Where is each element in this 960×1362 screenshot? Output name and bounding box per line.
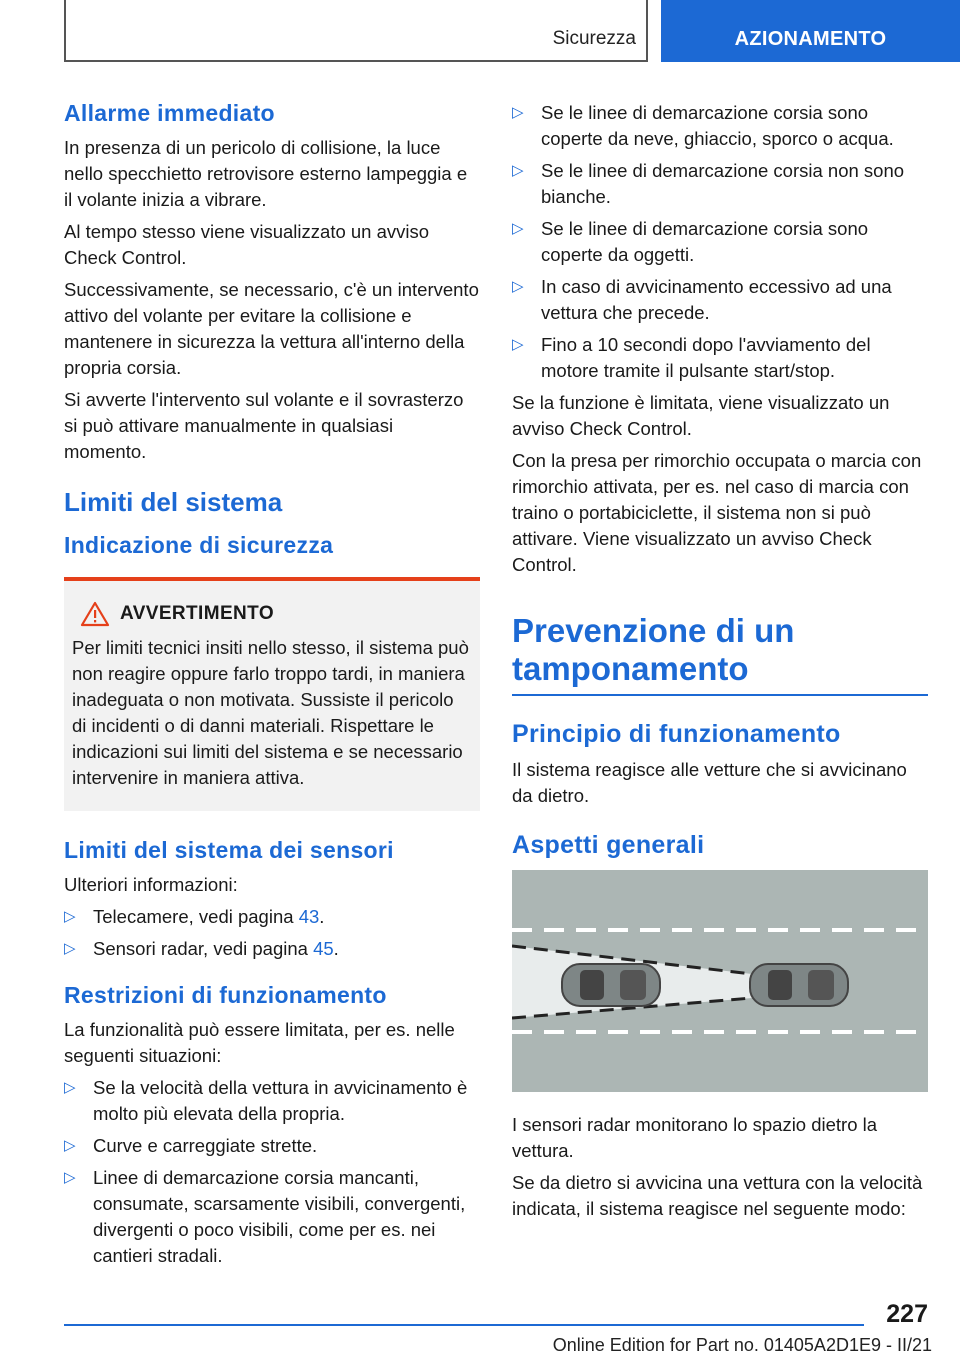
paragraph: Ulteriori informazioni: — [64, 874, 238, 895]
restrizioni-list-continued — [512, 100, 928, 384]
paragraph: Se da dietro si avvicina una vettura con la velocità indicata, il sistema reagisce nel seguente modo: — [512, 1172, 923, 1219]
header-chapter-tab[interactable]: AZIONAMENTO — [661, 0, 960, 62]
page-link[interactable]: 43 — [298, 906, 320, 927]
paragraph: La funzionalità può essere limitata, per es. nelle seguenti situazioni: — [64, 1019, 455, 1066]
list-item: ▷ Se le linee di demarcazione corsia sono coperte da neve, ghiaccio, sporco o acqua. — [512, 102, 894, 149]
list-item: ▷ Sensori radar, vedi pagina 45. — [64, 936, 480, 962]
heading-aspetti: Aspetti generali — [512, 831, 705, 859]
heading-restrizioni: Restrizioni di funzionamento — [64, 982, 387, 1008]
list-item: ▷ Curve e carreggiate strette. — [64, 1133, 480, 1159]
sensori-list — [64, 904, 480, 962]
list-item: ▷ Telecamere, vedi pagina 43. — [64, 904, 480, 930]
warning-box — [64, 577, 480, 811]
triangle-bullet-icon: ▷ — [64, 1169, 76, 1186]
heading-allarme: Allarme immediato — [64, 100, 275, 126]
list-item: ▷ Se la velocità della vettura in avvicinamento è molto più elevata della propria. — [64, 1077, 468, 1124]
heading-limiti: Limiti del sistema — [64, 487, 283, 517]
restrizioni-list — [64, 1075, 480, 1269]
right-column — [512, 100, 928, 1228]
footer-edition: Online Edition for Part no. 01405A2D1E9 - II/21 — [552, 1335, 932, 1355]
triangle-bullet-icon: ▷ — [512, 104, 524, 121]
paragraph: Successivamente, se necessario, c'è un intervento attivo del volante per evitare la collisione e mantenere in sicurezza la vettura all'interno della propria corsia. — [64, 279, 479, 378]
triangle-bullet-icon: ▷ — [512, 220, 524, 237]
paragraph: I sensori radar monitorano lo spazio dietro la vettura. — [512, 1114, 878, 1161]
page-link[interactable]: 45 — [313, 938, 334, 959]
page-number: 227 — [886, 1300, 928, 1328]
triangle-bullet-icon: ▷ — [64, 908, 76, 925]
warning-title: AVVERTIMENTO — [120, 603, 274, 624]
paragraph: In presenza di un pericolo di collisione, la luce nello specchietto retrovisore esterno lampeggia e il volante inizia a vibrare. — [64, 137, 468, 210]
list-item: ▷ Se le linee di demarcazione corsia sono coperte da oggetti. — [512, 218, 869, 265]
paragraph: Il sistema reagisce alle vetture che si avvicinano da dietro. — [512, 759, 907, 806]
paragraph: Si avverte l'intervento sul volante e il sovrasterzo si può attivare manualmente in qualsiasi momento. — [64, 389, 464, 462]
footer-rule — [64, 1324, 864, 1326]
heading-sensori: Limiti del sistema dei sensori — [64, 837, 394, 863]
list-item: ▷ Linee di demarcazione corsia mancanti, consumate, scarsamente visibili, convergenti, divergenti o poco visibili, come per es. nei cantieri stradali. — [64, 1167, 466, 1266]
left-column — [64, 100, 480, 1275]
heading-principio: Principio di funzionamento — [512, 720, 841, 748]
warning-triangle-icon — [80, 601, 110, 627]
list-item: ▷ Fino a 10 secondi dopo l'avviamento del motore tramite il pulsante start/stop. — [512, 334, 871, 381]
paragraph: Se la funzione è limitata, viene visualizzato un avviso Check Control. — [512, 392, 890, 439]
heading-prevenzione: Prevenzione di un tamponamento — [512, 612, 795, 687]
triangle-bullet-icon: ▷ — [64, 940, 76, 957]
triangle-bullet-icon: ▷ — [512, 336, 524, 353]
list-item: ▷ Se le linee di demarcazione corsia non sono bianche. — [512, 160, 905, 207]
car-rear-icon — [562, 964, 660, 1006]
paragraph: Con la presa per rimorchio occupata o marcia con rimorchio attivata, per es. nel caso di marcia con traino o portabiciclette, il sistema non si può attivare. Viene visualizzato un avviso Check Control. — [512, 450, 922, 575]
triangle-bullet-icon: ▷ — [512, 162, 524, 179]
triangle-bullet-icon: ▷ — [64, 1079, 76, 1096]
heading-rule — [512, 694, 928, 696]
triangle-bullet-icon: ▷ — [64, 1137, 76, 1154]
rear-radar-illustration — [512, 870, 928, 1092]
paragraph: Al tempo stesso viene visualizzato un avviso Check Control. — [64, 221, 430, 268]
warning-text: Per limiti tecnici insiti nello stesso, il sistema può non reagire oppure farlo troppo tardi, in maniera inadeguata o non motivata. Sussiste il pericolo di incidenti o di danni materiali. Rispettare le indicazioni sui limiti del sistema e se necessario intervenire in maniera attiva. — [72, 637, 469, 788]
heading-indicazione: Indicazione di sicurezza — [64, 532, 334, 558]
triangle-bullet-icon: ▷ — [512, 278, 524, 295]
header-section: Sicurezza — [552, 28, 636, 49]
list-item: ▷ In caso di avvicinamento eccessivo ad una vettura che precede. — [512, 276, 892, 323]
car-front-icon — [750, 964, 848, 1006]
